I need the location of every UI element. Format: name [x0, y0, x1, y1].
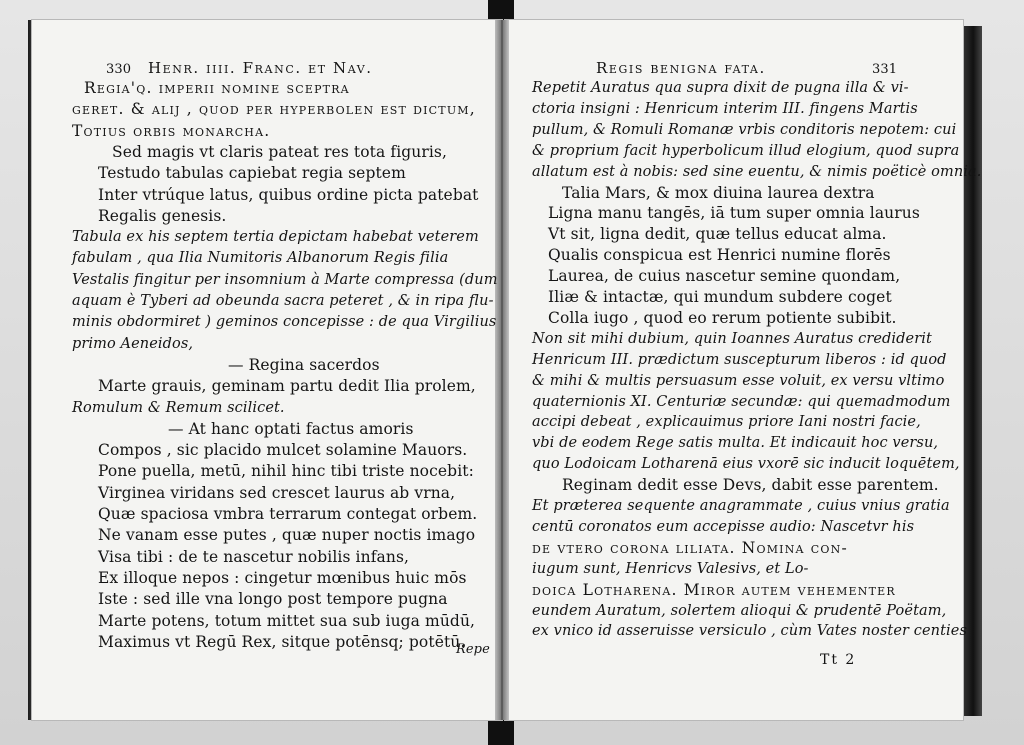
left-page-line: — Regina sacerdos — [228, 355, 380, 374]
right-page-line: Reginam dedit esse Devs, dabit esse parentem. — [562, 476, 939, 495]
left-page-line: Sed magis vt claris pateat res tota figuris, — [112, 142, 448, 161]
right-page-line: centū coronatos eum accepisse audio: Nascetvr his — [532, 518, 915, 535]
right-page-line: quaternionis XI. Centuriæ secundæ: qui quemadmodum — [532, 393, 951, 410]
right-page-line: Vt sit, ligna dedit, quæ tellus educat alma. — [548, 225, 887, 244]
bookmark-ribbon-top — [488, 0, 514, 22]
right-page-line: & mihi & multis persuasum esse voluit, ex versu vltimo — [532, 372, 945, 389]
left-page-line: Marte grauis, geminam partu dedit Ilia prolem, — [98, 377, 476, 396]
right-page-line: vbi de eodem Rege satis multa. Et indicauit hoc versu, — [532, 435, 939, 452]
right-page-line: Talia Mars, & mox diuina laurea dextra — [562, 183, 875, 202]
left-page-line: Testudo tabulas capiebat regia septem — [98, 164, 406, 183]
book-cover-edge-right — [960, 26, 982, 716]
left-page-line: Regia'q. imperii nomine sceptra — [84, 79, 350, 97]
right-page-line: Et præterea sequente anagrammate , cuius vnius gratia — [532, 498, 950, 514]
left-running-head: Henr. iiii. Franc. et Nav. — [148, 59, 373, 77]
right-page-line: Laurea, de cuius nascetur semine quondam, — [548, 267, 901, 286]
left-page-line: geret. & alij , quod per hyperbolen est dictum, — [72, 100, 476, 119]
right-page-line: Ligna manu tangēs, iā tum super omnia laurus — [548, 204, 920, 223]
left-page-line: Totius orbis monarcha. — [72, 121, 271, 140]
left-page-line: Ne vanam esse putes , quæ nuper noctis imago — [98, 526, 476, 545]
left-page-line: primo Aeneidos, — [72, 335, 194, 352]
right-page-line: pullum, & Romuli Romanæ vrbis conditoris nepotem: cui — [532, 121, 957, 138]
book-gutter — [495, 20, 509, 720]
right-page-line: ex vnico id asseruisse versiculo , cùm Vates noster centies — [532, 623, 967, 640]
right-page-line: Qualis conspicua est Henrici numine florēs — [548, 246, 891, 265]
left-page-line: Visa tibi : de te nascetur nobilis infans, — [98, 547, 410, 566]
left-page-line: Compos , sic placido mulcet solamine Mauors. — [98, 441, 468, 460]
left-page-line: Vestalis fingitur per insomnium à Marte compressa (dum — [72, 271, 498, 288]
left-page-line: Regalis genesis. — [98, 206, 227, 225]
right-page-line: accipi debeat , explicauimus priore Iani nostri facie, — [532, 414, 921, 431]
right-running-head: Regis benigna fata. — [596, 59, 766, 77]
left-page-line: Ex illoque nepos : cingetur mœnibus huic mōs — [98, 568, 467, 587]
left-page-line: Iste : sed ille vna longo post tempore pugna — [98, 590, 448, 609]
left-page-line: Virginea viridans sed crescet laurus ab vrna, — [98, 483, 456, 502]
right-page-line: Colla iugo , quod eo rerum potiente subibit. — [548, 308, 897, 327]
right-page-line: doica Lotharena. Miror autem vehementer — [532, 580, 896, 599]
left-catchword: Repe — [456, 642, 490, 657]
left-page-line: Inter vtrúque latus, quibus ordine picta patebat — [98, 185, 479, 204]
left-page-number: 330 — [106, 62, 132, 77]
right-page-line: eundem Auratum, solertem alioqui & prudentē Poëtam, — [532, 602, 947, 619]
right-page-line: ctoria insigni : Henricum interim III. fingens Martis — [532, 100, 918, 117]
bookmark-ribbon-bottom — [488, 716, 514, 745]
left-page-line: minis obdormiret ) geminos concepisse : de qua Virgilius — [72, 314, 497, 331]
right-page-line: quo Lodoicam Lotharenā eius vxorē sic inducit loquētem, — [532, 456, 960, 473]
right-signature-mark: Tt 2 — [820, 652, 857, 668]
left-page-line: Tabula ex his septem tertia depictam habebat veterem — [72, 229, 479, 246]
left-page-line: — At hanc optati factus amoris — [168, 419, 414, 438]
right-page-number: 331 — [872, 62, 898, 77]
left-page-line: aquam è Tyberi ad obeunda sacra peteret , & in ripa flu- — [72, 293, 494, 309]
left-page-line: Marte potens, totum mittet sua sub iuga mūdū, — [98, 611, 476, 630]
left-page-line: fabulam , qua Ilia Numitoris Albanorum Regis filia — [72, 250, 449, 267]
left-page-line: Quæ spaciosa vmbra terrarum contegat orbem. — [98, 505, 478, 523]
left-page-line: Romulum & Remum scilicet. — [72, 399, 285, 416]
left-page-line: Maximus vt Regū Rex, sitque potēnsq; potētū. — [98, 632, 466, 651]
right-page-line: & proprium facit hyperbolicum illud elogium, quod supra — [532, 142, 960, 159]
right-page-line: Iliæ & intactæ, qui mundum subdere coget — [548, 288, 892, 306]
right-page-line: de vtero corona liliata. Nomina con- — [532, 538, 848, 557]
right-page-line: allatum est à nobis: sed sine euentu, & nimis poëticè omnia. — [532, 163, 982, 180]
right-page-line: iugum sunt, Henricvs Valesivs, et Lo- — [532, 560, 809, 577]
right-page-line: Henricum III. prædictum suscepturum liberos : id quod — [532, 351, 947, 368]
right-page-line: Repetit Auratus qua supra dixit de pugna illa & vi- — [532, 80, 909, 96]
left-page-line: Pone puella, metū, nihil hinc tibi triste nocebit: — [98, 462, 474, 481]
right-page-line: Non sit mihi dubium, quin Ioannes Auratus crediderit — [532, 330, 932, 347]
